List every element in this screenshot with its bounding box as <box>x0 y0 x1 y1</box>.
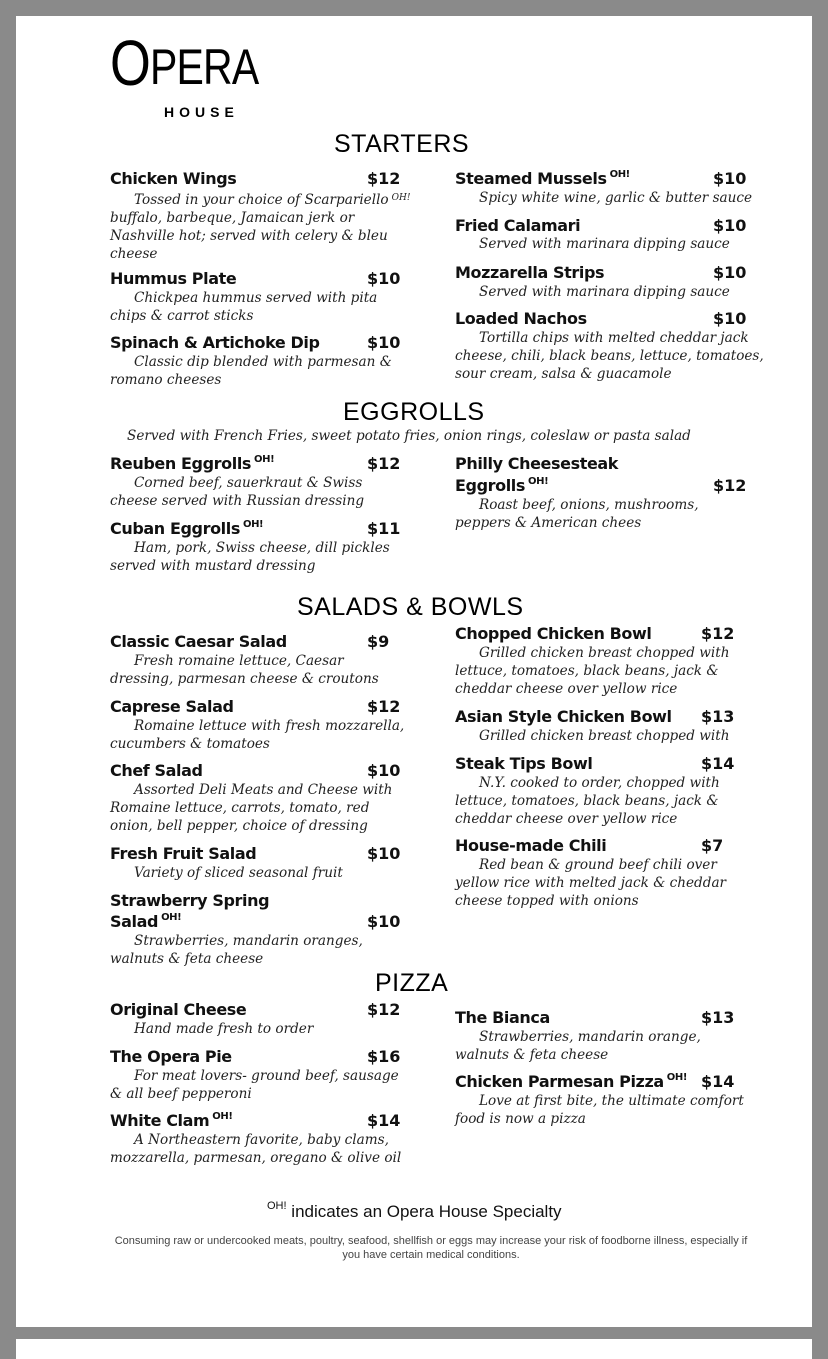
item-name: Chopped Chicken Bowl <box>455 624 652 643</box>
section-title-pizza: PIZZA <box>375 969 449 997</box>
item-price: $12 <box>367 1000 401 1019</box>
item-description: Tortilla chips with melted cheddar jack cheese, chili, black beans, lettuce, tomatoes, sour cream, salsa & guacamole <box>455 330 764 382</box>
item-price: $10 <box>367 761 401 780</box>
item-name: Philly Cheesesteak <box>455 454 619 473</box>
item-name: The Bianca <box>455 1008 550 1027</box>
item-price: $12 <box>367 169 401 188</box>
specialty-mark: OH! <box>161 912 182 923</box>
logo-subtitle: HOUSE <box>164 104 239 120</box>
item-description: For meat lovers- ground beef, sausage & all beef pepperoni <box>110 1068 399 1102</box>
item-description: N.Y. cooked to order, chopped with lettuce, tomatoes, black beans, jack & cheddar cheese over yellow rice <box>455 775 720 827</box>
section-title-salads: SALADS & BOWLS <box>297 593 524 621</box>
item-name: Asian Style Chicken Bowl <box>455 707 672 726</box>
menu-page <box>16 16 812 1327</box>
item-price: $13 <box>701 1008 735 1027</box>
item-price: $14 <box>367 1111 401 1130</box>
item-description: A Northeastern favorite, baby clams, mozzarella, parmesan, oregano & olive oil <box>110 1132 402 1166</box>
item-description: Variety of sliced seasonal fruit <box>134 865 343 881</box>
item-name: Reuben Eggrolls $^{OH!}$ <box>110 454 275 473</box>
item-price: $10 <box>367 333 401 352</box>
opera-house-logo: OPERA <box>110 27 259 99</box>
item-description: Hand made fresh to order <box>134 1021 314 1037</box>
item-price: $12 <box>367 697 401 716</box>
specialty-mark: OH! <box>609 169 630 180</box>
item-description: Served with marinara dipping sauce <box>479 236 730 252</box>
item-description: Ham, pork, Swiss cheese, dill pickles served with mustard dressing <box>110 540 390 574</box>
item-name: Hummus Plate <box>110 269 237 288</box>
food-safety-disclaimer: Consuming raw or undercooked meats, poultry, seafood, shellfish or eggs may increase your risk of foodborne illness, especially if you have certain medical conditions. <box>114 1235 748 1261</box>
item-price: $9 <box>367 632 390 651</box>
item-price: $16 <box>367 1047 401 1066</box>
item-description: Corned beef, sauerkraut & Swiss cheese served with Russian dressing <box>110 475 365 509</box>
item-name: Spinach & Artichoke Dip <box>110 333 320 352</box>
item-name: Classic Caesar Salad <box>110 632 287 651</box>
item-price: $10 <box>713 309 747 328</box>
item-name: Mozzarella Strips <box>455 263 605 282</box>
section-subtitle: Served with French Fries, sweet potato fries, onion rings, coleslaw or pasta salad <box>127 428 691 444</box>
item-description: Roast beef, onions, mushrooms, peppers & American chees <box>455 497 699 531</box>
item-name: Steamed Mussels $^{OH!}$ <box>455 169 630 188</box>
item-price: $10 <box>713 263 747 282</box>
item-price: $10 <box>367 269 401 288</box>
specialty-mark: OH! <box>254 454 275 465</box>
specialty-mark: OH! <box>242 519 264 530</box>
item-name: Steak Tips Bowl <box>455 754 593 773</box>
item-price: $12 <box>713 476 747 495</box>
specialty-mark: OH! <box>528 476 549 487</box>
item-description: Assorted Deli Meats and Cheese with Romaine lettuce, carrots, tomato, red onion, bell pepper, choice of dressing <box>110 782 393 834</box>
item-description: Spicy white wine, garlic & butter sauce <box>479 190 753 206</box>
item-description: Fresh romaine lettuce, Caesar dressing, parmesan cheese & croutons <box>110 653 379 687</box>
item-name: White Clam $^{OH!}$ <box>110 1111 233 1130</box>
specialty-legend: $^{OH!}$ indicates an Opera House Specialty <box>267 1200 562 1221</box>
item-price: $10 <box>367 844 401 863</box>
item-name: Chef Salad <box>110 761 203 780</box>
item-name: Chicken Parmesan Pizza $^{OH!}$ <box>455 1072 687 1091</box>
item-price: $11 <box>367 519 401 538</box>
item-description: Served with marinara dipping sauce <box>479 284 730 300</box>
item-description: Grilled chicken breast chopped with <box>479 728 730 744</box>
item-price: $10 <box>713 216 747 235</box>
specialty-mark: OH! <box>267 1200 287 1212</box>
item-description: Red bean & ground beef chili over yellow rice with melted jack & cheddar cheese topped with onions <box>455 857 727 909</box>
item-price: $14 <box>701 754 735 773</box>
item-price: $10 <box>713 169 747 188</box>
item-description: Classic dip blended with parmesan & romano cheeses <box>110 354 392 388</box>
specialty-mark: OH! <box>666 1072 687 1083</box>
item-name: Original Cheese <box>110 1000 247 1019</box>
item-price: $12 <box>701 624 735 643</box>
item-price: $13 <box>701 707 735 726</box>
item-name: Chicken Wings <box>110 169 237 188</box>
item-price: $12 <box>367 454 401 473</box>
item-description: Love at first bite, the ultimate comfort food is now a pizza <box>455 1093 744 1127</box>
section-title-eggrolls: EGGROLLS <box>343 398 485 426</box>
item-description: Tossed in your choice of Scarpariello $^{OH!}$ buffalo, barbeque, Jamaican jerk or Nashville hot; served with celery & bleu cheese <box>110 192 411 262</box>
item-description: Strawberries, mandarin orange, walnuts & feta cheese <box>455 1029 701 1063</box>
item-name: Strawberry Spring <box>110 891 270 910</box>
item-price: $10 <box>367 912 401 931</box>
item-name: Cuban Eggrolls $^{OH!}$ <box>110 519 264 538</box>
item-description: Chickpea hummus served with pita chips & carrot sticks <box>110 290 378 324</box>
item-name: Caprese Salad <box>110 697 234 716</box>
next-page-edge <box>16 1339 812 1359</box>
item-price: $7 <box>701 836 724 855</box>
item-name: Fried Calamari <box>455 216 581 235</box>
section-title-starters: STARTERS <box>334 130 470 158</box>
item-name: The Opera Pie <box>110 1047 232 1066</box>
item-name: Eggrolls $^{OH!}$ <box>455 476 549 495</box>
item-name: Salad $^{OH!}$ <box>110 912 182 931</box>
item-name: Fresh Fruit Salad <box>110 844 257 863</box>
item-name: House-made Chili <box>455 836 607 855</box>
specialty-mark: OH! <box>212 1111 233 1122</box>
item-price: $14 <box>701 1072 735 1091</box>
item-name: Loaded Nachos <box>455 309 587 328</box>
item-description: Romaine lettuce with fresh mozzarella, cucumbers & tomatoes <box>110 718 405 752</box>
item-description: Grilled chicken breast chopped with lettuce, tomatoes, black beans, jack & cheddar cheese over yellow rice <box>455 645 730 697</box>
item-description: Strawberries, mandarin oranges, walnuts & feta cheese <box>110 933 363 967</box>
